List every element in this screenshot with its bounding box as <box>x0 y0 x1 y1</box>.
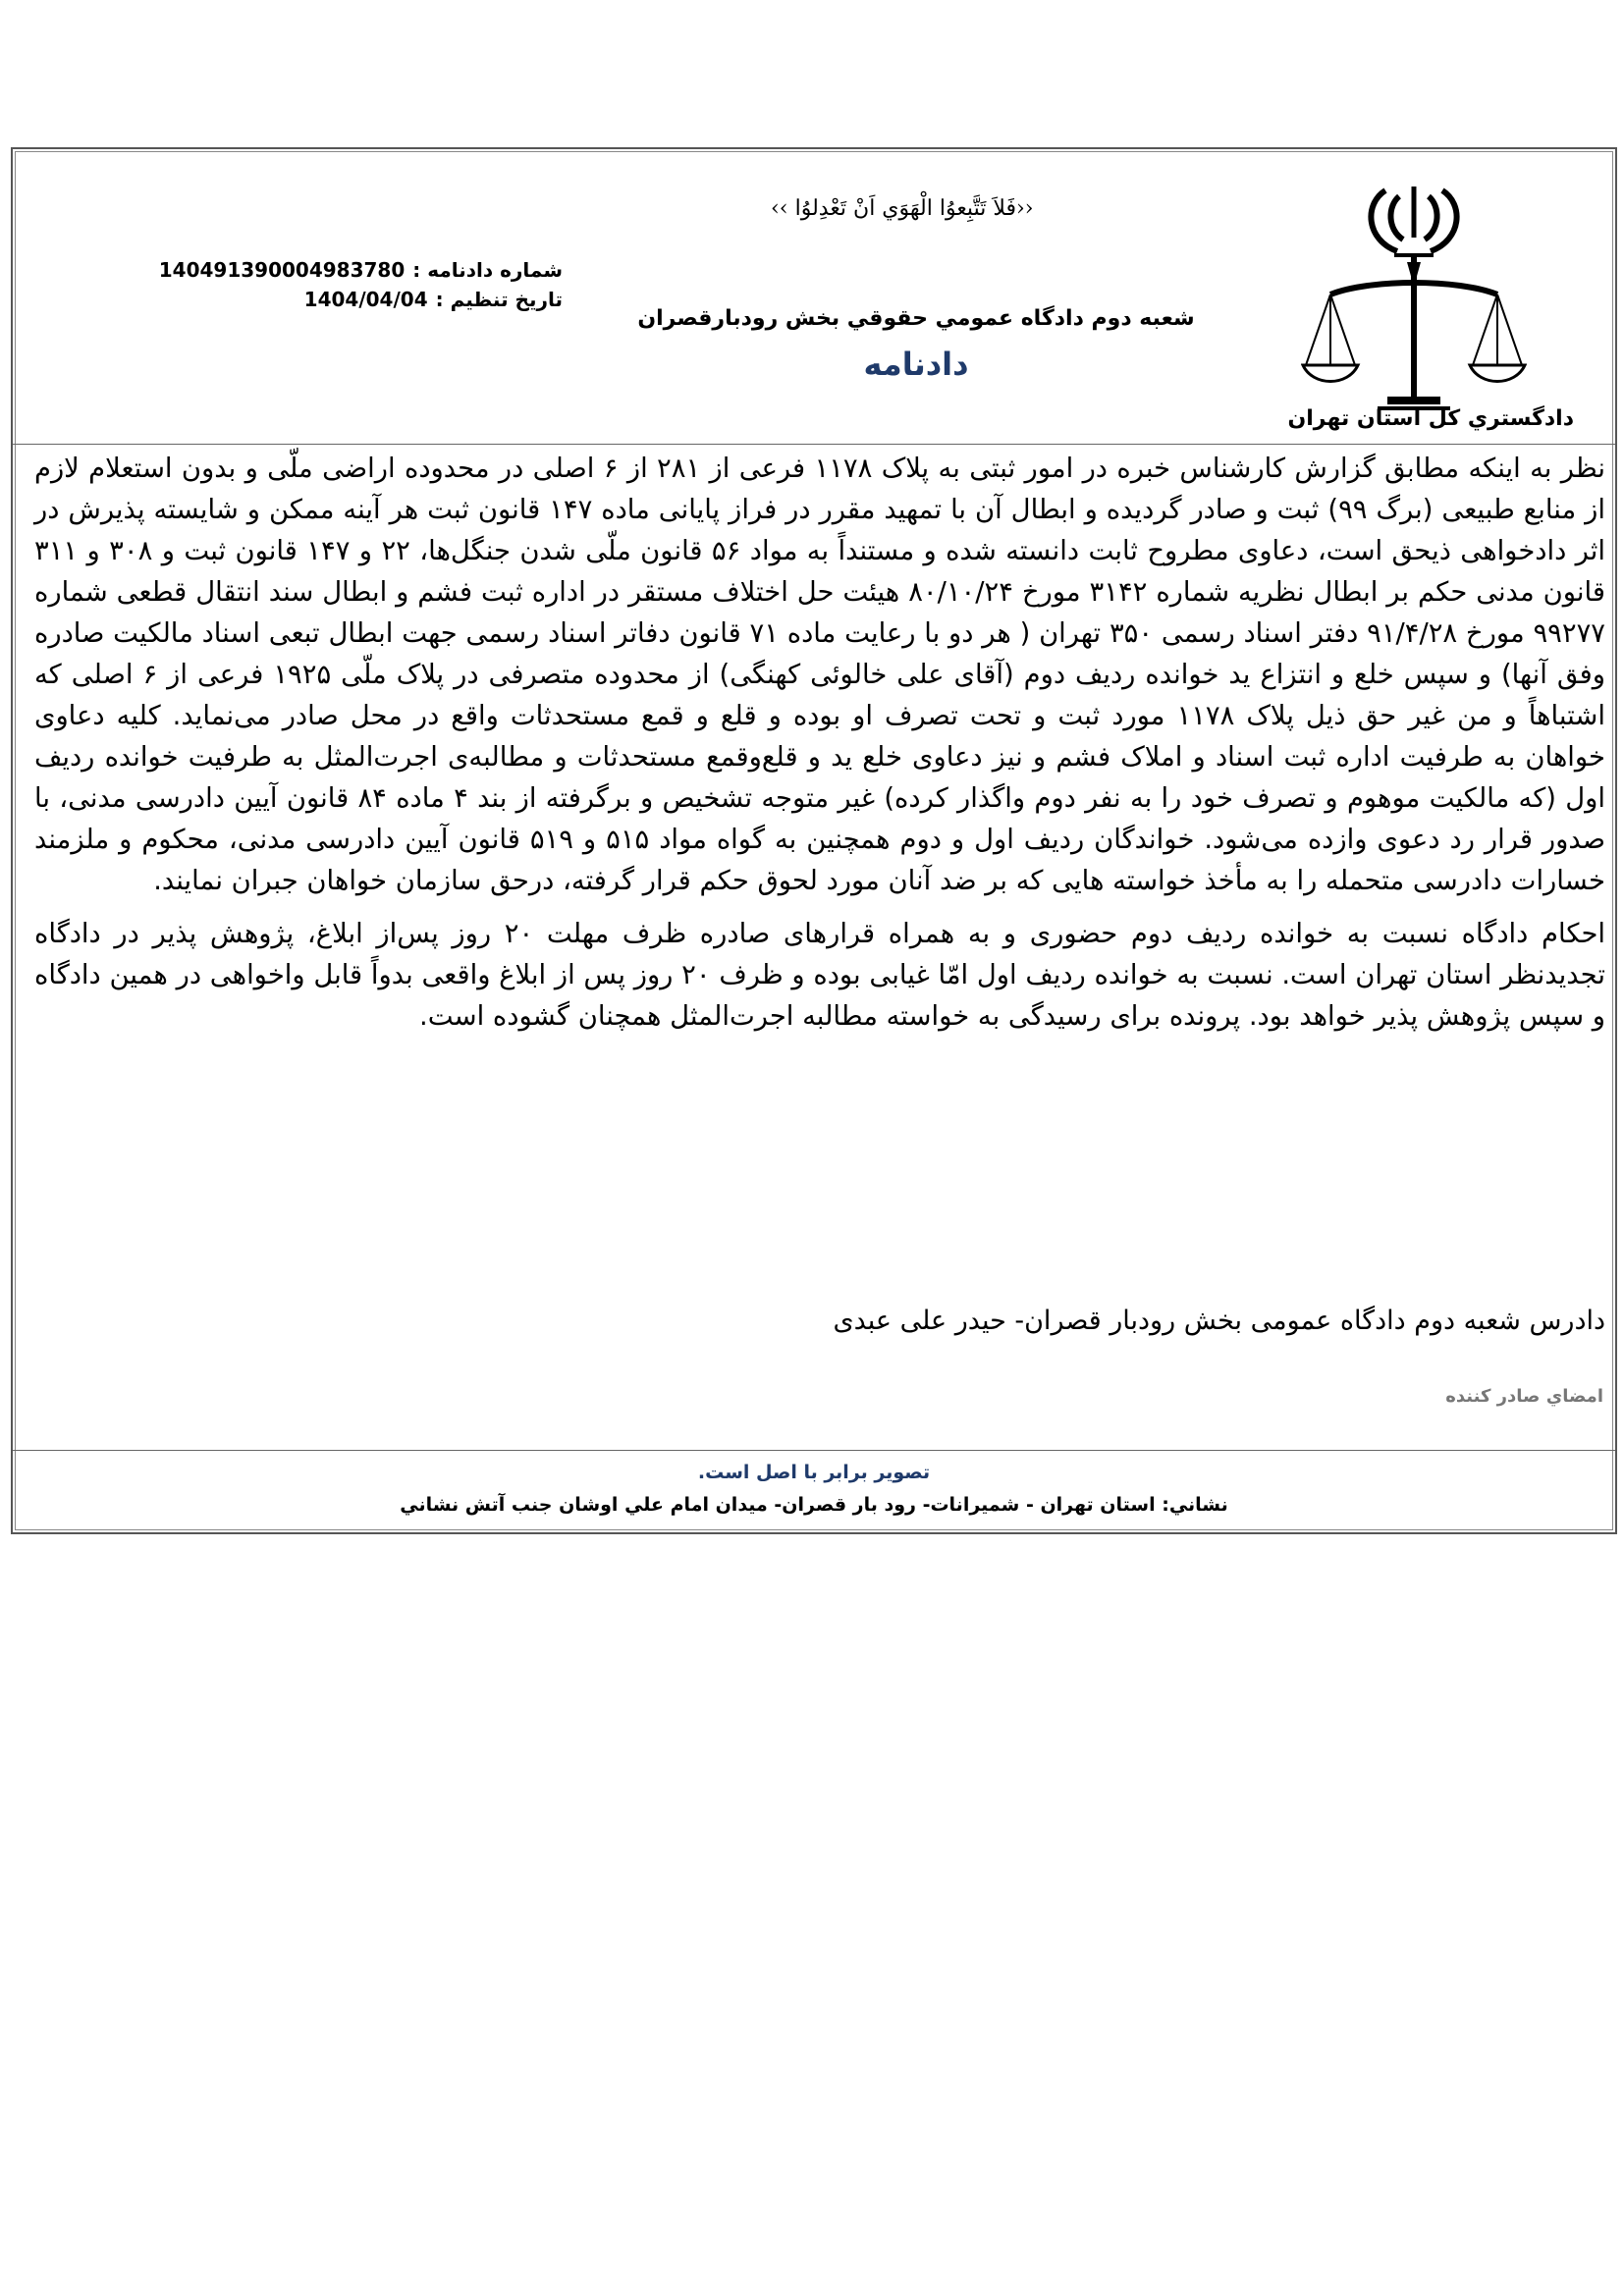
judiciary-emblem-icon <box>1301 169 1527 424</box>
verdict-paragraph: نظر به اینکه مطابق گزارش کارشناس خبره در امور ثبتی به پلاک ۱۱۷۸ فرعی از ۲۸۱ از ۶ اصلی در محدوده اراضی ملّی و بدون استعلام لازم از منابع طبیعی (برگ ۹۹) ثبت و صادر گردیده و ابطال آن با تمهید مقرر در فراز پایانی ماده ۱۴۷ قانون ثبت هر آینه ممکن و شایسته پذیرش در اثر دادخواهی ذیحق است، دعاوی مطروح ثابت دانسته شده و مستنداً به مواد ۵۶ قانون ملّی شدن جنگل‌ها، ۲۲ و ۱۴۷ قانون ثبت و ۳۰۸ و ۳۱۱ قانون مدنی حکم بر ابطال نظریه شماره ۳۱۴۲ مورخ ۸۰/۱۰/۲۴ هیئت حل اختلاف مستقر در اداره ثبت فشم و ابطال سند انتقال قطعی شماره ۹۹۲۷۷ مورخ ۹۱/۴/۲۸ دفتر اسناد رسمی ۳۵۰ تهران ( هر دو با رعایت ماده ۷۱ قانون دفاتر اسناد رسمی جهت ابطال تبعی اسناد مالکیت صادره وفق آنها) و سپس خلع و انتزاع ید خوانده ردیف دوم (آقای علی خالوئی کهنگی) از محدوده متصرفی در پلاک ملّی ۱۹۲۵ فرعی از ۶ اصلی که اشتباهاً و من غیر حق ذیل پلاک ۱۱۷۸ مورد ثبت و تحت تصرف او بوده و قلع و قمع مستحدثات واقع در محل صادر می‌نماید. کلیه دعاوی خواهان به طرفیت اداره ثبت اسناد و املاک فشم و نیز دعاوی خلع ید و قلع‌وقمع مستحدثات و مطالبه‌ی اجرت‌المثل به طرفیت خوانده ردیف اول (که مالکیت موهوم و تصرف خود را به نفر دوم واگذار کرده) غیر متوجه تشخیص و برگرفته از بند ۴ ماده ۸۴ قانون آیین دادرسی مدنی، با صدور قرار رد دعوی وازده می‌شود. خواندگان ردیف اول و دوم همچنین به گواه مواد ۵۱۵ و ۵۱۹ قانون آیین دادرسی مدنی، محکوم و ملزمند خسارات دادرسی متحمله را به مأخذ خواسته هایی که بر ضد آنان مورد لحوق حکم قرار گرفته، درحق سازمان خواهان جبران نمایند. <box>34 454 1606 896</box>
verdict-paragraph: احکام دادگاه نسبت به خوانده ردیف دوم حضوری و به همراه قرارهای صادره ظرف مهلت ۲۰ روز پس‌از ابلاغ، پژوهش پذیر در دادگاه تجدیدنظر استان تهران است. نسبت به خوانده ردیف اول امّا غیابی بوده و ظرف ۲۰ روز پس از ابلاغ واقعی بدواً قابل واخواهی در همین دادگاه و سپس پژوهش پذیر خواهد بود. پرونده برای رسیدگی به خواسته مطالبه اجرت‌المثل همچنان گشوده است. <box>34 919 1605 1032</box>
signature-label: امضاي صادر كننده <box>1445 1386 1603 1407</box>
address-text: استان تهران - شميرانات- رود بار قصران- ميدان امام علي اوشان جنب آتش نشاني <box>400 1494 1156 1516</box>
judge-signature-line: دادرس شعبه دوم دادگاه عمومی بخش رودبار قصران- حیدر علی عبدی <box>833 1306 1605 1336</box>
address-label: نشاني: <box>1162 1494 1228 1516</box>
date-label: تاريخ تنظيم : <box>435 288 563 311</box>
document-title: دادنامه <box>863 346 969 383</box>
verdict-body <box>34 449 1605 1049</box>
header-divider <box>13 444 1615 445</box>
certified-copy-note: تصوير برابر با اصل است. <box>697 1462 931 1483</box>
verdict-number-label: شماره دادنامه : <box>412 258 563 282</box>
document-frame <box>11 147 1617 1534</box>
verdict-number: 140491390004983780 <box>158 258 406 282</box>
document-meta <box>150 255 563 314</box>
date-row <box>150 285 563 314</box>
issue-date: 1404/04/04 <box>303 288 428 311</box>
document-header <box>13 149 1615 444</box>
court-branch: شعبه دوم دادگاه عمومي حقوقي بخش رودبارقصران <box>637 306 1195 331</box>
address-line <box>13 1494 1615 1516</box>
motto: ‹‹فَلاَ تَتَّبِعوُا الْهَوَي اَنْ تَعْدِلوُا ›› <box>771 196 1034 221</box>
organization-name: دادگستري كل استان تهران <box>1287 406 1574 431</box>
verdict-number-row <box>150 255 563 285</box>
footer-divider <box>13 1450 1615 1451</box>
